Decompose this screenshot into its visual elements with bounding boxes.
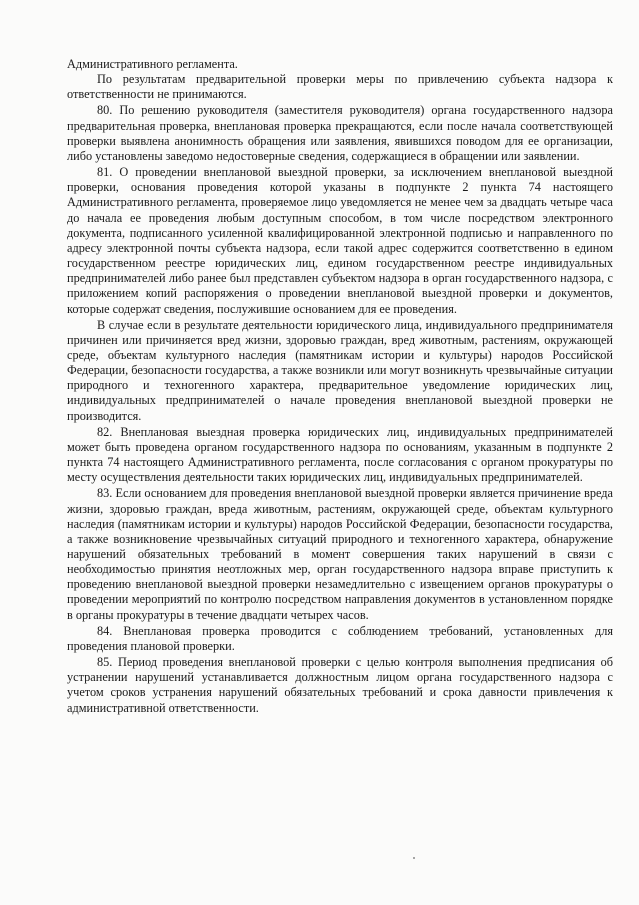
paragraph-continuation: Административного регламента. xyxy=(67,57,238,71)
paragraph-80: 80. По решению руководителя (заместителя руководителя) органа государственного надзора предварительная проверка, внеплановая проверка прекращаются, если после начала соответствующей проверки выявлена анонимность обращения или заявления, явившихся поводом для ее организации, либо установлены заведомо недостоверные сведения, содержащиеся в обращении или заявлении. xyxy=(67,103,613,163)
paragraph-85: 85. Период проведения внеплановой проверки с целью контроля выполнения предписания об устранении нарушений устанавливается должностным лицом органа государственного надзора с учетом сроков устранения нарушений обязательных требований и срока давности привлечения к административной ответственности. xyxy=(67,655,613,715)
paragraph-no-measures: По результатам предварительной проверки меры по привлечению субъекта надзора к ответственности не принимаются. xyxy=(67,72,613,102)
scan-speck xyxy=(413,857,415,859)
paragraph-81-harm: В случае если в результате деятельности юридического лица, индивидуального предпринимателя причинен или причиняется вред жизни, здоровью граждан, вред животным, растениям, окружающей среде, объектам культурного наследия (памятникам истории и культуры) народов Российской Федерации, безопасности государства, а также возникли или могут возникнуть чрезвычайные ситуации природного и техногенного характера, предварительное уведомление юридических лиц, индивидуальных предпринимателей о начале проведения внеплановой выездной проверки не производится. xyxy=(67,317,613,423)
paragraph-81: 81. О проведении внеплановой выездной проверки, за исключением внеплановой выездной проверки, основания проведения которой указаны в подпункте 2 пункта 74 настоящего Административного регламента, проверяемое лицо уведомляется не менее чем за двадцать четыре часа до начала ее проведения любым доступным способом, в том числе посредством электронного документа, подписанного усиленной квалифицированной электронной подписью и направленного по адресу электронной почты субъекта надзора, если такой адрес содержится соответственно в едином государственном реестре юридических лиц, едином государственном реестре индивидуальных предпринимателей либо ранее был представлен субъектом надзора в орган государственного надзора, с приложением копий распоряжения о проведении внеплановой выездной проверки и документов, которые содержат сведения, послужившие основанием для ее проведения. xyxy=(67,165,613,316)
paragraph-84: 84. Внеплановая проверка проводится с соблюдением требований, установленных для проведения плановой проверки. xyxy=(67,623,613,653)
paragraph-83: 83. Если основанием для проведения внеплановой выездной проверки является причинение вреда жизни, здоровью граждан, вреда животным, растениям, окружающей среде, объектам культурного наследия (памятникам истории и культуры) народов Российской Федерации, безопасности государства, а также возникновение чрезвычайных ситуаций природного и техногенного характера, обнаружение нарушений обязательных требований в момент совершения таких нарушений в связи с необходимостью принятия неотложных мер, орган государственного надзора вправе приступить к проведению внеплановой выездной проверки незамедлительно с извещением органов прокуратуры о проведении мероприятий по контролю посредством направления документов в установленном порядке в органы прокуратуры в течение двадцати четырех часов. xyxy=(67,486,613,622)
paragraph-82: 82. Внеплановая выездная проверка юридических лиц, индивидуальных предпринимателей может быть проведена органом государственного надзора по основаниям, указанным в подпункте 2 пункта 74 настоящего Административного регламента, после согласования с органом прокуратуры по месту осуществления деятельности таких юридических лиц, индивидуальных предпринимателей. xyxy=(67,424,613,485)
